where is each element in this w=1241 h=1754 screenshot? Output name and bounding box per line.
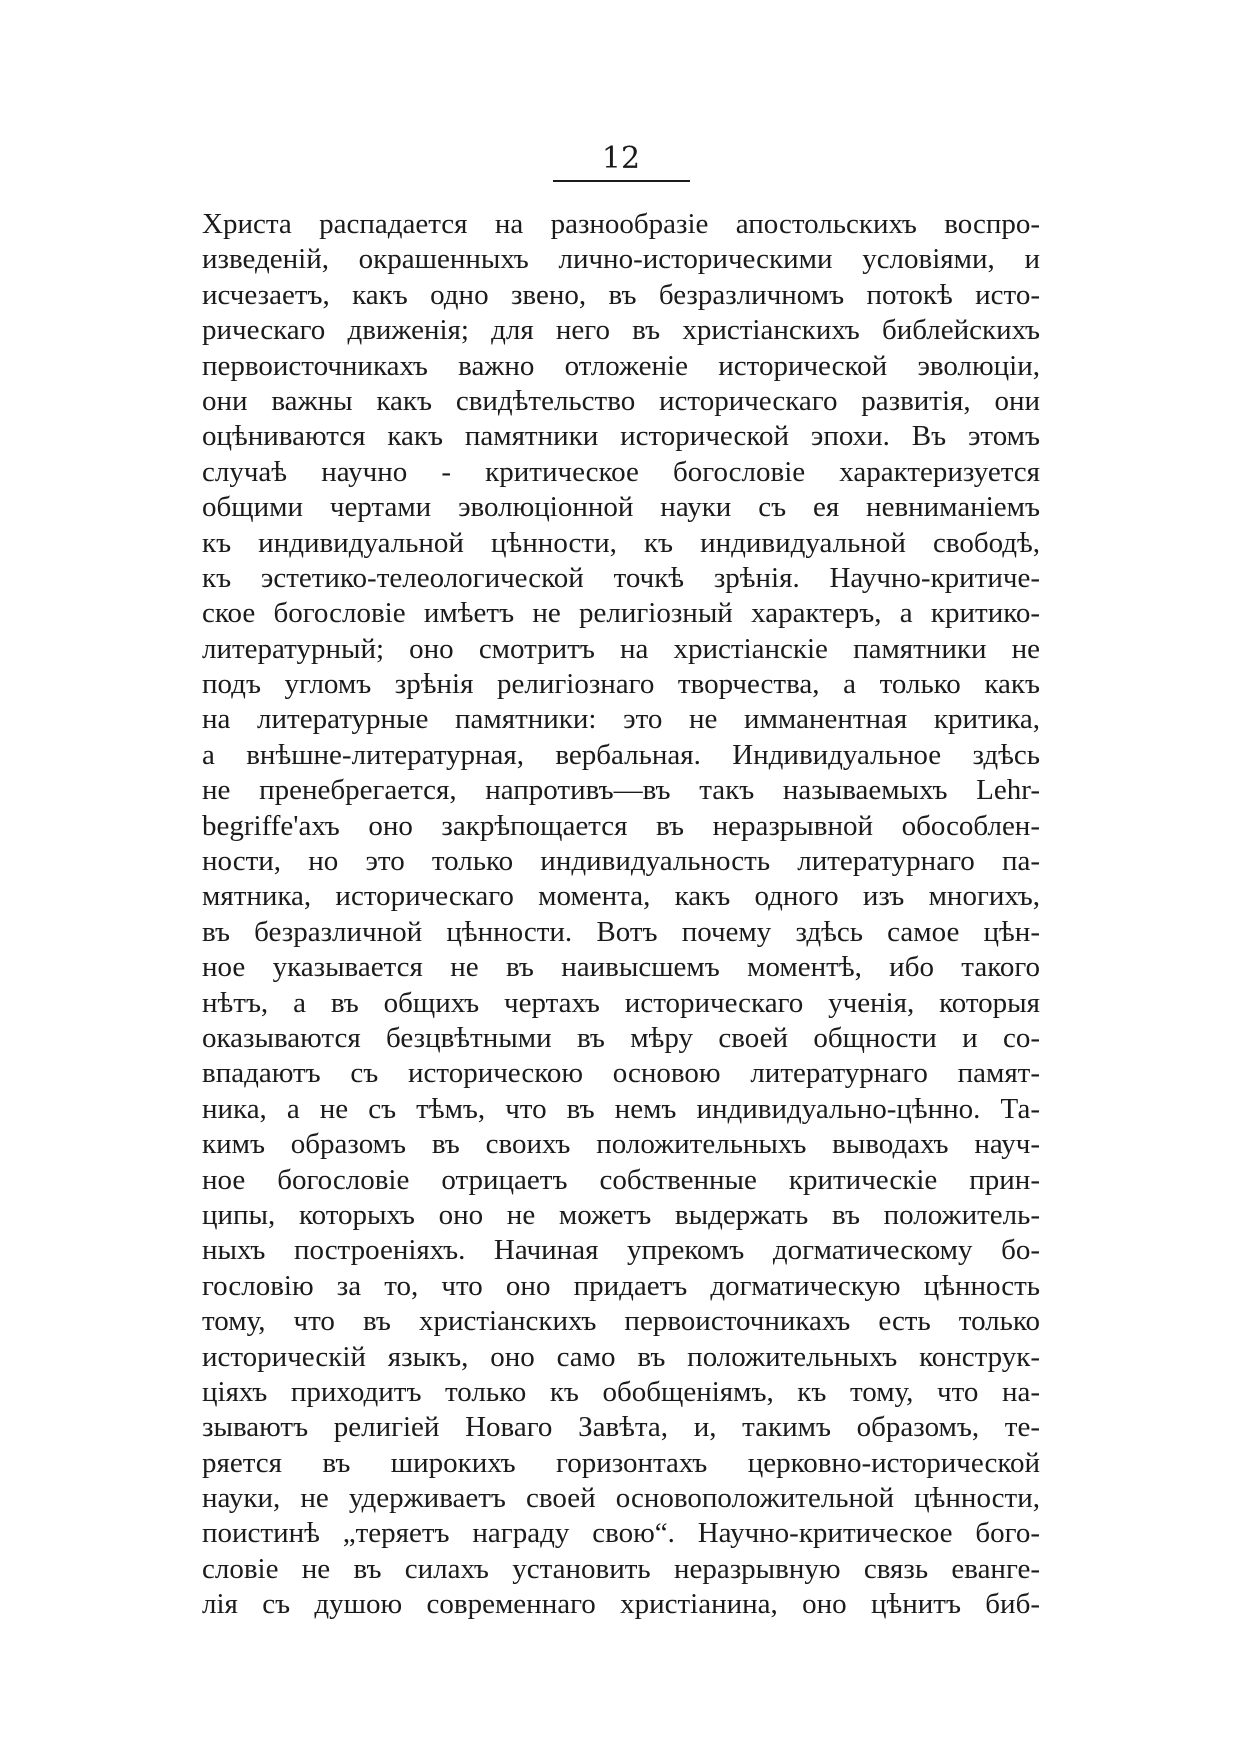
- text-line: Христа распадается на разнообразіе апостольскихъ воспро-: [202, 208, 1040, 240]
- text-line: словіе не въ силахъ установить неразрывную связь еванге-: [202, 1552, 1040, 1585]
- text-line: тому, что въ христіанскихъ первоисточникахъ есть только: [202, 1305, 1040, 1338]
- text-line: они важны какъ свидѣтельство историческаго развитія, они: [202, 384, 1040, 417]
- text-line: литературный; оно смотритъ на христіанскіе памятники не: [202, 632, 1040, 665]
- text-line: гословію за то, что оно придаетъ догматическую цѣнность: [202, 1269, 1040, 1302]
- text-line: ника, а не съ тѣмъ, что въ немъ индивидуально-цѣнно. Та-: [202, 1092, 1040, 1125]
- text-line: первоисточникахъ важно отложеніе исторической эволюціи,: [202, 349, 1040, 382]
- text-line: не пренебрегается, напротивъ—въ такъ называемыхъ Lehr-: [202, 774, 1040, 807]
- text-line: впадаютъ съ историческою основою литературнаго памят-: [202, 1057, 1040, 1090]
- page-number: 12: [601, 141, 641, 176]
- text-line: лія съ душою современнаго христіанина, оно цѣнитъ биб-: [202, 1588, 1040, 1621]
- text-line: ное богословіе отрицаетъ собственные критическіе прин-: [202, 1163, 1040, 1196]
- text-line: историческій языкъ, оно само въ положительныхъ конструк-: [202, 1340, 1040, 1373]
- page-number-rule: [553, 180, 690, 182]
- text-line: науки, не удерживаетъ своей основоположительной цѣнности,: [202, 1482, 1040, 1515]
- text-line: begriffe'ахъ оно закрѣпощается въ неразрывной обособлен-: [202, 809, 1040, 842]
- text-line: ціяхъ приходитъ только къ обобщеніямъ, къ тому, что на-: [202, 1375, 1040, 1408]
- text-line: къ индивидуальной цѣнности, къ индивидуальной свободѣ,: [202, 526, 1040, 559]
- text-line: общими чертами эволюціонной науки съ ея невниманіемъ: [202, 491, 1040, 524]
- text-line: ное указывается не въ наивысшемъ моментѣ, ибо такого: [202, 951, 1040, 984]
- text-line: въ безразличной цѣнности. Вотъ почему здѣсь самое цѣн-: [202, 915, 1040, 948]
- text-line: оказываются безцвѣтными въ мѣру своей общности и со-: [202, 1021, 1040, 1054]
- text-line: ныхъ построеніяхъ. Начиная упрекомъ догматическому бо-: [202, 1234, 1040, 1267]
- text-line: ципы, которыхъ оно не можетъ выдержать въ положитель-: [202, 1198, 1040, 1231]
- text-line: исчезаетъ, какъ одно звено, въ безразличномъ потокѣ исто-: [202, 278, 1040, 311]
- text-line: нѣтъ, а въ общихъ чертахъ историческаго ученія, которыя: [202, 986, 1040, 1019]
- text-line: кимъ образомъ въ своихъ положительныхъ выводахъ науч-: [202, 1128, 1040, 1161]
- text-line: случаѣ научно - критическое богословіе характеризуется: [202, 455, 1040, 488]
- text-line: къ эстетико-телеологической точкѣ зрѣнія. Научно-критиче-: [202, 561, 1040, 594]
- text-line: а внѣшне-литературная, вербальная. Индивидуальное здѣсь: [202, 738, 1040, 771]
- text-line: оцѣниваются какъ памятники исторической эпохи. Въ этомъ: [202, 420, 1040, 453]
- text-line: зываютъ религіей Новаго Завѣта, и, такимъ образомъ, те-: [202, 1411, 1040, 1444]
- text-line: ское богословіе имѣетъ не религіозный характеръ, а критико-: [202, 597, 1040, 630]
- text-line: подъ угломъ зрѣнія религіознаго творчества, а только какъ: [202, 668, 1040, 701]
- text-line: поистинѣ „теряетъ награду свою“. Научно-критическое бого-: [202, 1517, 1040, 1550]
- text-line: на литературные памятники: это не имманентная критика,: [202, 703, 1040, 736]
- text-line: рическаго движенія; для него въ христіанскихъ библейскихъ: [202, 314, 1040, 347]
- text-line: ности, но это только индивидуальность литературнаго па-: [202, 845, 1040, 878]
- text-line: мятника, историческаго момента, какъ одного изъ многихъ,: [202, 880, 1040, 913]
- text-line: ряется въ широкихъ горизонтахъ церковно-исторической: [202, 1446, 1040, 1479]
- body-text: [202, 207, 1040, 1623]
- text-line: изведеній, окрашенныхъ лично-историческими условіями, и: [202, 243, 1040, 276]
